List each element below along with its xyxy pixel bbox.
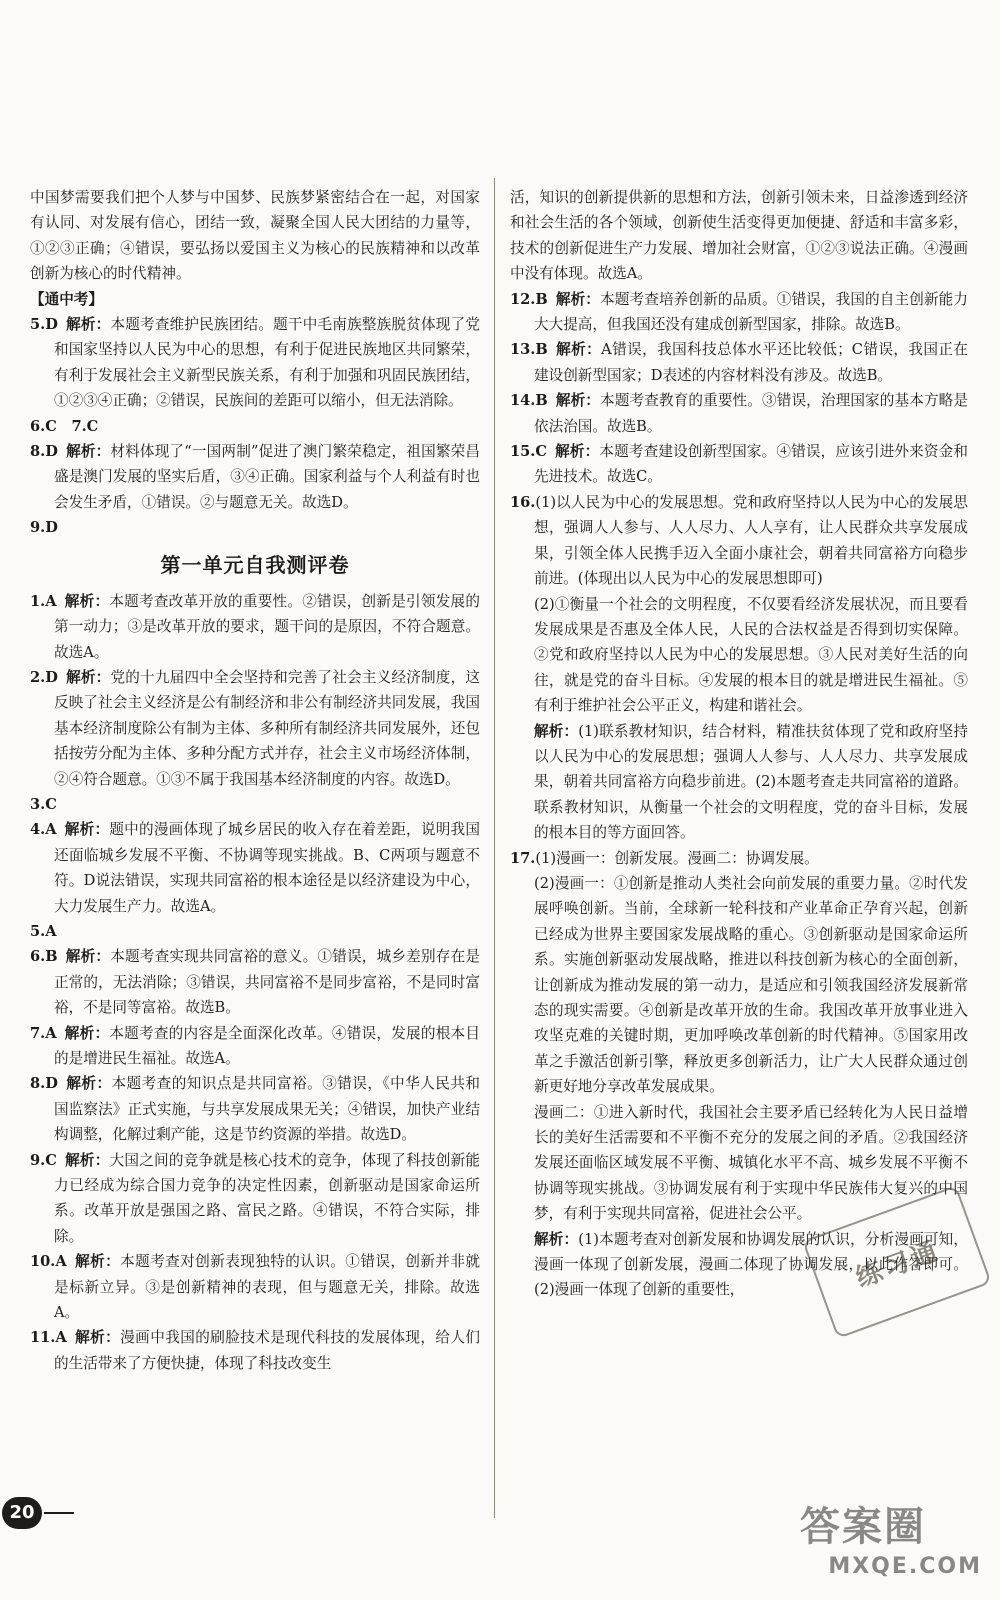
answer-text: (2)①衡量一个社会的文明程度，不仅要看经济发展状况，而且要看发展成果是否惠及全体人民，人民的合法权益是否得到切实保障。②党和政府坚持以人民为中心的发展思想。③人民对美好生活的向往，就是党的奋斗目标。④发展的根本目的就是增进民生福祉。⑤有利于维护社会公平正义，构建和谐社会。	[534, 595, 968, 715]
answer-number: 6.B	[30, 948, 58, 966]
answer-item	[510, 439, 968, 490]
analysis-text: 本题考查改革开放的重要性。②错误，创新是引领发展的第一动力；③是改革开放的要求，题干问的是原因，不符合题意。故选A。	[54, 592, 480, 661]
answer-number: 15.C	[510, 443, 548, 461]
analysis-tag: 解析：	[64, 1024, 110, 1042]
answer-item	[30, 414, 480, 439]
page-number: 20	[2, 1497, 42, 1529]
analysis-paragraph	[510, 719, 968, 846]
answer-list-b	[30, 589, 480, 1377]
answer-number: 11.A	[30, 1329, 67, 1347]
analysis-tag: 解析：	[534, 722, 579, 740]
answer-item	[30, 312, 480, 414]
question-16	[510, 490, 968, 592]
answer-item	[30, 439, 480, 515]
analysis-text: 本题考查维护民族团结。题干中毛南族整族脱贫体现了党和国家坚持以人民为中心的思想，有利于促进民族地区共同繁荣，有利于发展社会主义新型民族关系，有利于加强和巩固民族团结，①②③④正确；②错误，民族间的差距可以缩小，但无法消除。	[54, 316, 480, 410]
answer-number: 8.D	[30, 1075, 58, 1093]
answer-item	[30, 919, 480, 944]
answer-item	[30, 589, 480, 665]
column-divider	[494, 178, 495, 1518]
analysis-tag: 解析：	[65, 948, 111, 966]
analysis-text: 大国之间的竞争就是核心技术的竞争，体现了科技创新能力已经成为综合国力竞争的决定性因素，创新驱动是国家命运所系。改革开放是强国之路、富民之路。④错误，不符合实际，排除。	[54, 1151, 480, 1245]
answer-number: 1.A	[30, 592, 57, 610]
analysis-text: 本题考查的知识点是共同富裕。③错误，《中华人民共和国监察法》正式实施，与共享发展成果无关；④错误，加快产业结构调整，化解过剩产能，这是节约资源的举措。故选D。	[54, 1075, 480, 1144]
analysis-text: 本题考查对创新表现独特的认识。①错误，创新并非就是标新立异。③是创新精神的表现，但与题意无关，排除。故选A。	[54, 1253, 480, 1322]
question-number: 16.	[510, 493, 536, 511]
answer-number: 10.A	[30, 1253, 67, 1271]
answer-item	[30, 1148, 480, 1250]
analysis-tag: 解析：	[555, 341, 602, 359]
analysis-tag: 解析：	[555, 392, 601, 410]
answer-item	[30, 1249, 480, 1325]
answer-item	[30, 515, 480, 540]
right-column	[510, 185, 968, 1303]
answer-number: 3.C	[30, 795, 57, 813]
answer-item	[510, 337, 968, 388]
answer-number: 12.B	[510, 290, 548, 308]
analysis-text: 材料体现了“一国两制”促进了澳门繁荣稳定，祖国繁荣昌盛是澳门发展的坚实后盾，③④正确。国家利益与个人利益有时也会发生矛盾，①错误。②与题意无关。故选D。	[54, 443, 480, 511]
watermark-logo	[800, 1500, 990, 1590]
answer-text: (2)漫画一：①创新是推动人类社会向前发展的重要力量。②时代发展呼唤创新。当前，全球新一轮科技和产业革命正孕育兴起，创新已经成为世界主要国家发展战略的重心。③创新驱动是国家命运所系。实施创新驱动发展战略，推进以科技创新为核心的全面创新，让创新成为推动发展的第一动力，是适应和引领我国经济发展新常态的现实需要。④创新是改革开放的生命。我国改革开放事业进入攻坚克难的关键时期，更加呼唤改革创新的时代精神。⑤国家用改革之手激活创新引擎，释放更多创新活力，让广大人民群众通过创新更好地分享改革发展成果。	[534, 874, 968, 1096]
left-column	[30, 185, 480, 1376]
analysis-text: A错误，我国科技总体水平还比较低；C错误，我国正在建设创新型国家；D表述的内容材料没有涉及。故选B。	[534, 341, 968, 384]
answer-number: 5.A	[30, 922, 57, 940]
watermark-stamp: 练习通	[802, 1185, 992, 1339]
question-17	[510, 846, 968, 871]
unit-title: 第一单元自我测评卷	[160, 552, 350, 577]
answer-text: (1)以人民为中心的发展思想。党和政府坚持以人民为中心的发展思想，强调人人参与、人人尽力、人人享有，让人民群众共享发展成果，引领全体人民携手迈入全面小康社会，朝着共同富裕方向稳步前进。(体现出以人民为中心的发展思想即可)	[534, 493, 968, 588]
continuation-paragraph: 活，知识的创新提供新的思想和方法，创新引领未来，日益渗透到经济和社会生活的各个领域，创新使生活变得更加便捷、舒适和丰富多彩，技术的创新促进生产力发展、增加社会财富，①②③说法正确。④漫画中没有体现。故选A。	[510, 189, 968, 283]
answer-item	[30, 1325, 480, 1376]
answer-list-right	[510, 287, 968, 490]
answer-number: 6.C 7.C	[30, 417, 99, 435]
answer-number: 5.D	[30, 316, 58, 334]
answer-item	[30, 944, 480, 1020]
analysis-text: (1)本题考查对创新发展和协调发展的认识，分析漫画可知，漫画一体现了创新发展，漫画二体现了协调发展，以此作答即可。(2)漫画一体现了创新的重要性，	[534, 1230, 968, 1299]
answer-item	[510, 287, 968, 338]
answer-text: 漫画二：①进入新时代，我国社会主要矛盾已经转化为人民日益增长的美好生活需要和不平衡不充分的发展之间的矛盾。②我国经济发展还面临区域发展不平衡、城镇化水平不高、城乡发展不平衡不协调等现实挑战。③协调发展有利于实现中华民族伟大复兴的中国梦，有利于实现共同富裕，促进社会公平。	[534, 1103, 968, 1223]
answer-item	[30, 792, 480, 817]
analysis-text: (1)联系教材知识，结合材料，精准扶贫体现了党和政府坚持以人民为中心的发展思想；强调人人参与、人人尽力、共享发展成果，朝着共同富裕方向稳步前进。(2)本题考查走共同富裕的道路。联系教材知识，从衡量一个社会的文明程度，党的奋斗目标，发展的根本目的等方面回答。	[534, 722, 968, 842]
analysis-tag: 解析：	[555, 443, 600, 461]
analysis-tag: 解析：	[74, 1253, 121, 1271]
analysis-tag: 解析：	[65, 316, 111, 334]
answer-number: 13.B	[510, 341, 548, 359]
analysis-text: 本题考查的内容是全面深化改革。④错误，发展的根本目的是增进民生福祉。故选A。	[54, 1024, 480, 1067]
analysis-tag: 解析：	[534, 1230, 579, 1248]
intro-paragraph: 中国梦需要我们把个人梦与中国梦、民族梦紧密结合在一起，对国家有认同、对发展有信心，团结一致，凝聚全国人民大团结的力量等，①②③正确；④错误，要弘扬以爱国主义为核心的民族精神和以改革创新为核心的时代精神。	[30, 189, 480, 283]
analysis-text: 本题考查培养创新的品质。①错误，我国的自主创新能力大大提高，但我国还没有建成创新型国家，排除。故选B。	[534, 290, 968, 334]
answer-number: 14.B	[510, 392, 548, 410]
answer-number: 7.A	[30, 1024, 57, 1042]
answer-number: 4.A	[30, 821, 57, 839]
answer-number: 8.D	[30, 443, 58, 461]
answer-item	[30, 665, 480, 792]
analysis-text: 本题考查建设创新型国家。④错误，应该引进外来资金和先进技术。故选C。	[534, 443, 968, 486]
page-number-rule	[44, 1512, 74, 1514]
analysis-text: 本题考查实现共同富裕的意义。①错误，城乡差别存在是正常的，无法消除；③错误，共同富裕不是同步富裕，不是同时富裕，不是同等富裕。故选B。	[54, 948, 480, 1017]
answer-number: 2.D	[30, 668, 58, 686]
answer-text: (1)漫画一：创新发展。漫画二：协调发展。	[535, 849, 819, 867]
analysis-tag: 解析：	[65, 443, 111, 461]
answer-item	[30, 1021, 480, 1072]
watermark-logo-url: MXQE.COM	[828, 1554, 982, 1579]
answer-item	[30, 1071, 480, 1147]
analysis-tag: 解析：	[65, 1075, 112, 1093]
analysis-text: 漫画中我国的刷脸技术是现代科技的发展体现，给人们的生活带来了方便快捷，体现了科技改变生	[54, 1329, 480, 1372]
analysis-text: 党的十九届四中全会坚持和完善了社会主义经济制度，这反映了社会主义经济是公有制经济和非公有制经济共同发展，我国基本经济制度除公有制为主体、多种所有制经济共同发展外，还包括按劳分配为主体、多种分配方式并存，社会主义市场经济体制，②④符合题意。①③不属于我国基本经济制度的内容。故选D。	[54, 668, 480, 788]
analysis-tag: 解析：	[64, 592, 110, 610]
watermark-logo-title: 答案圈	[800, 1504, 926, 1550]
analysis-tag: 解析：	[64, 1151, 110, 1169]
analysis-tag: 解析：	[64, 821, 110, 839]
analysis-text: 本题考查教育的重要性。③错误，治理国家的基本方略是依法治国。故选B。	[534, 392, 968, 435]
analysis-tag: 解析：	[65, 668, 111, 686]
answer-number: 9.C	[30, 1151, 57, 1169]
answer-list-a	[30, 312, 480, 541]
section-header: 【通中考】	[30, 290, 103, 308]
answer-item	[510, 388, 968, 439]
question-number: 17.	[510, 849, 536, 867]
analysis-text: 题中的漫画体现了城乡居民的收入存在着差距，说明我国还面临城乡发展不平衡、不协调等现实挑战。B、C两项与题意不符。D说法错误，实现共同富裕的根本途径是以经济建设为中心，大力发展生产力。故选A。	[54, 821, 480, 915]
analysis-tag: 解析：	[74, 1329, 121, 1347]
analysis-tag: 解析：	[555, 290, 601, 308]
answer-number: 9.D	[30, 519, 58, 537]
answer-item	[30, 817, 480, 919]
